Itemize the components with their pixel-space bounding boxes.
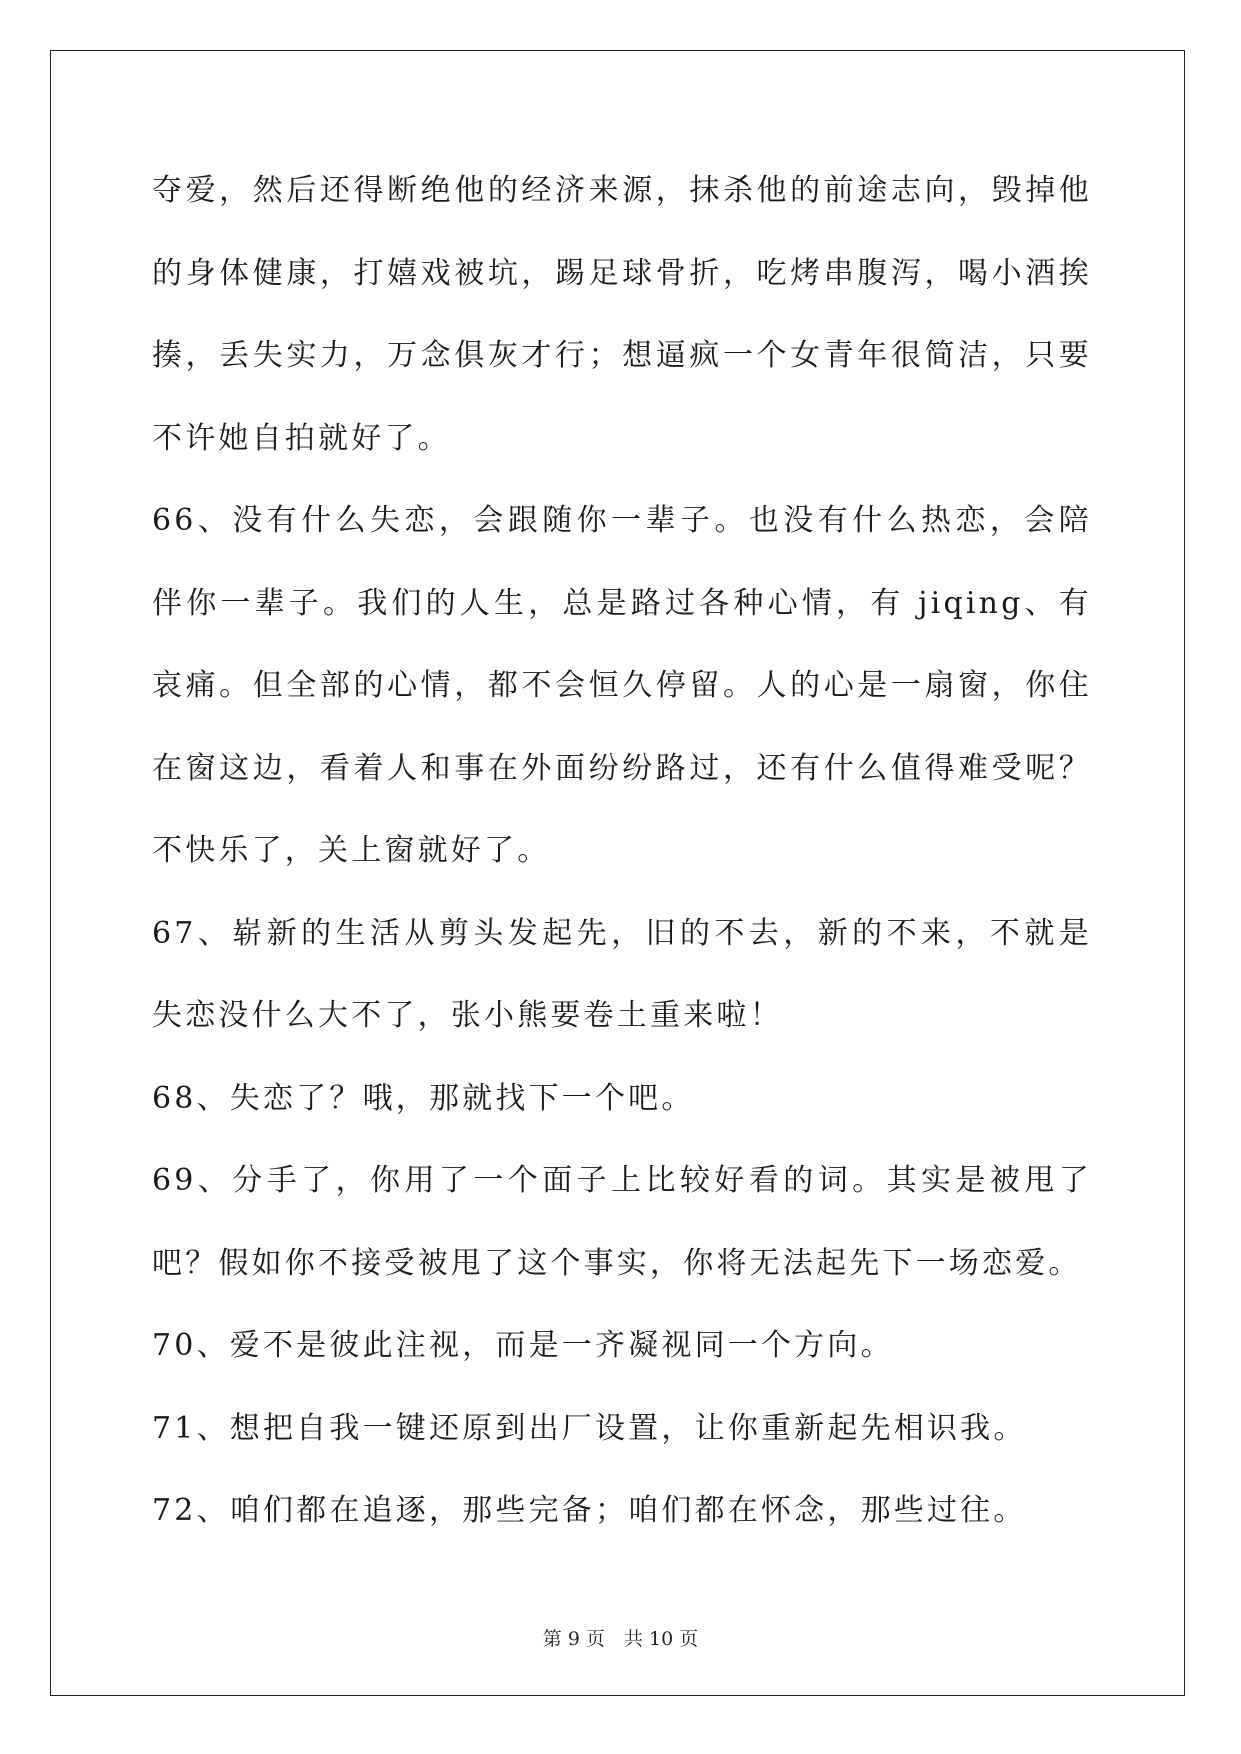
document-body: [152, 150, 1092, 1553]
paragraph-68: 68、失恋了？哦，那就找下一个吧。: [152, 1080, 695, 1116]
paragraph-72: 72、咱们都在追逐，那些完备；咱们都在怀念，那些过往。: [152, 1493, 1027, 1528]
paragraph-70: 70、爱不是彼此注视，而是一齐凝视同一个方向。: [152, 1328, 894, 1363]
paragraph-67: 67、崭新的生活从剪头发起先，旧的不去，新的不来，不就是失恋没什么大不了，张小熊要卷土重来啦！: [152, 915, 1092, 1033]
page-footer: 第 9 页 共 10 页: [542, 1628, 699, 1650]
paragraph-66: 66、没有什么失恋，会跟随你一辈子。也没有什么热恋，会陪伴你一辈子。我们的人生，总是路过各种心情，有 jiqing、有哀痛。但全部的心情，都不会恒久停留。人的心是一扇窗，你住在窗这边，看着人和事在外面纷纷路过，还有什么值得难受呢？不快乐了，关上窗就好了。: [152, 503, 1092, 868]
paragraph-69: 69、分手了，你用了一个面子上比较好看的词。其实是被甩了吧？假如你不接受被甩了这个事实，你将无法起先下一场恋爱。: [152, 1163, 1092, 1281]
paragraph-65-continued: 夺爱，然后还得断绝他的经济来源，抹杀他的前途志向，毁掉他的身体健康，打嬉戏被坑，踢足球骨折，吃烤串腹泻，喝小酒挨揍，丢失实力，万念俱灰才行；想逼疯一个女青年很简洁，只要不许她自拍就好了。: [152, 173, 1092, 456]
paragraph-71: 71、想把自我一键还原到出厂设置，让你重新起先相识我。: [152, 1410, 1027, 1446]
